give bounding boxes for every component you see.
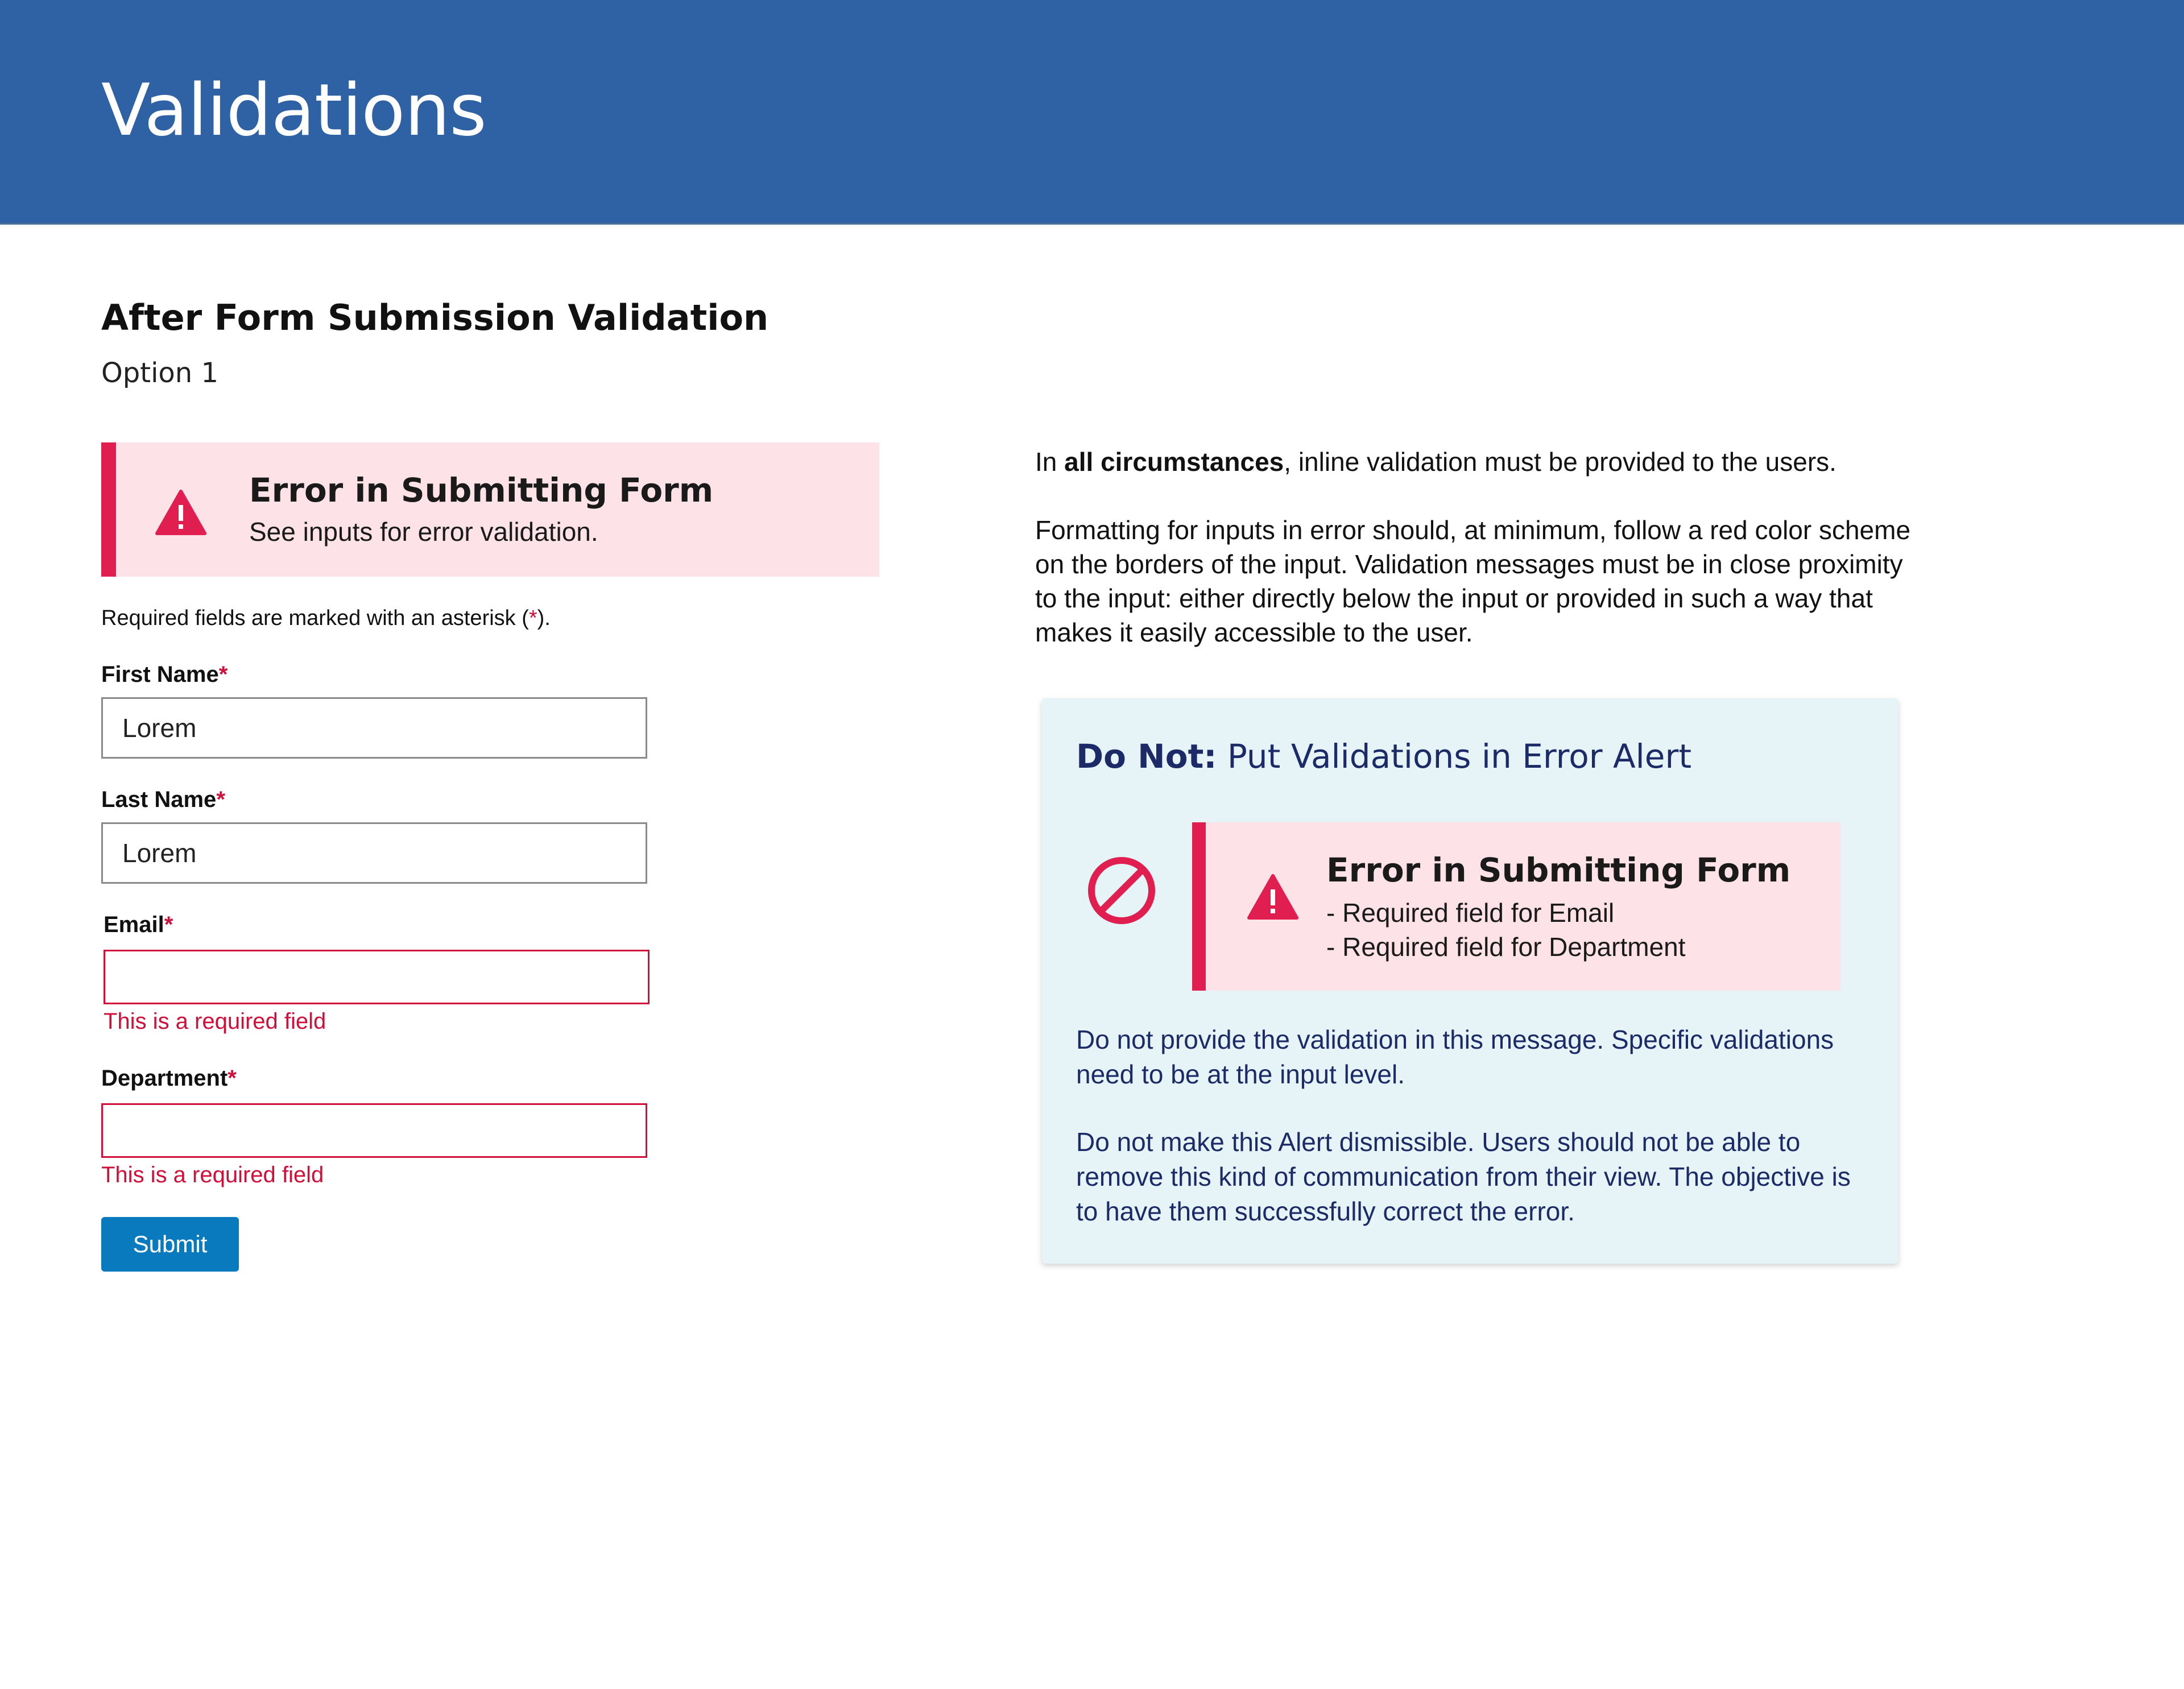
email-error-message: This is a required field	[104, 1009, 326, 1034]
last-name-label	[101, 787, 225, 813]
required-fields-note	[101, 606, 551, 631]
guidance-p1-bold: all circumstances	[1064, 447, 1284, 477]
required-asterisk: *	[216, 787, 225, 812]
asterisk: *	[528, 606, 537, 630]
do-not-label: Do Not:	[1076, 737, 1217, 776]
guidance-paragraph-1	[1035, 445, 1911, 479]
last-name-input[interactable]: Lorem	[101, 822, 647, 884]
page-header	[0, 0, 2184, 225]
required-asterisk: *	[228, 1066, 237, 1091]
email-label-text: Email	[104, 912, 164, 937]
submit-button[interactable]: Submit	[101, 1217, 239, 1272]
required-note-end: ).	[537, 606, 551, 630]
department-error-message: This is a required field	[101, 1162, 324, 1187]
error-alert	[101, 442, 879, 577]
section-subtitle: Option 1	[101, 357, 218, 389]
example-alert-item: - Required field for Department	[1326, 932, 1686, 962]
required-asterisk: *	[218, 662, 228, 687]
do-not-title-text: Put Validations in Error Alert	[1217, 737, 1692, 776]
do-not-paragraph-2: Do not make this Alert dismissible. Users should not be able to remove this kind of communication from their view. The objective is to have them successfully correct the error.	[1076, 1127, 1851, 1226]
do-not-title	[1076, 737, 1691, 776]
page-title: Validations	[101, 68, 486, 152]
example-alert-item: - Required field for Email	[1326, 898, 1615, 928]
section-title: After Form Submission Validation	[101, 297, 769, 338]
first-name-label-text: First Name	[101, 662, 219, 687]
warning-triangle-icon	[155, 489, 207, 536]
email-input[interactable]	[104, 950, 650, 1004]
email-label	[104, 912, 173, 938]
guidance-paragraph-2: Formatting for inputs in error should, at minimum, follow a red color scheme on the borders of the input. Validation messages must be in close proximity to the input: either directly below the input or provided in such a way that makes it easily accessible to the user.	[1035, 515, 1911, 647]
prohibited-icon	[1086, 855, 1157, 926]
first-name-input[interactable]: Lorem	[101, 697, 647, 759]
first-name-label	[101, 662, 228, 688]
guidance-p1-end: , inline validation must be provided to the users.	[1284, 447, 1836, 477]
required-asterisk: *	[164, 912, 173, 937]
department-input[interactable]	[101, 1103, 647, 1158]
department-label	[101, 1066, 237, 1091]
required-note-text: Required fields are marked with an asterisk (	[101, 606, 529, 630]
department-label-text: Department	[101, 1066, 228, 1091]
warning-triangle-icon	[1247, 874, 1299, 920]
do-not-panel	[1042, 698, 1898, 1264]
example-alert-title: Error in Submitting Form	[1326, 851, 1791, 889]
error-alert-text: See inputs for error validation.	[249, 517, 598, 547]
error-alert-title: Error in Submitting Form	[249, 471, 714, 510]
guidance-p1-start: In	[1035, 447, 1065, 477]
do-not-paragraph-1: Do not provide the validation in this message. Specific validations need to be at the input level.	[1076, 1025, 1834, 1089]
last-name-label-text: Last Name	[101, 787, 217, 812]
example-error-alert	[1192, 822, 1840, 991]
